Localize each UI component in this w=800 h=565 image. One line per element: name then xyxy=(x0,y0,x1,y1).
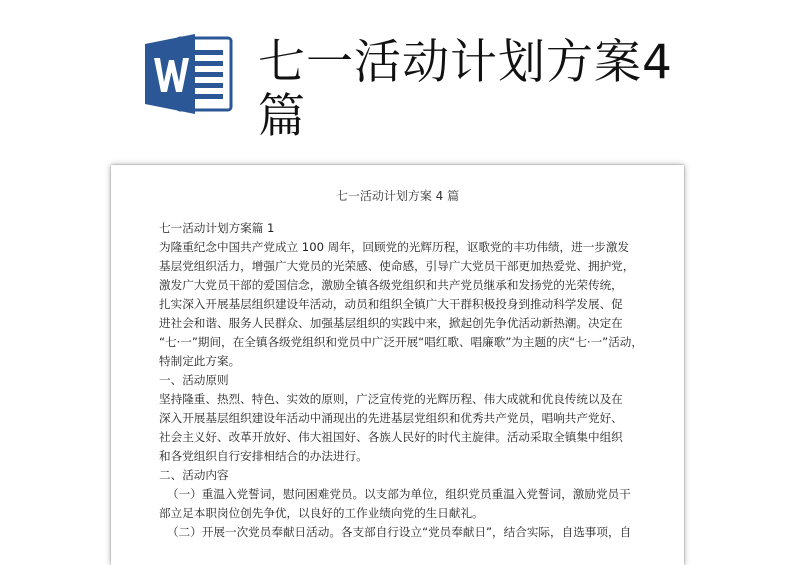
text-line: 社会主义好、改革开放好、伟大祖国好、各族人民好的时代主旋律。活动采取全镇集中组织 xyxy=(159,430,623,444)
text-line: 和各党组织自行安排相结合的办法进行。 xyxy=(159,449,368,463)
text-line: 进社会和谐、服务人民群众、加强基层组织的实践中来，掀起创先争优活动新热潮。决定在 xyxy=(159,316,623,330)
document-body xyxy=(159,219,641,542)
text-line: 基层党组织活力，增强广大党员的光荣感、使命感，引导广大党员干部更加热爱党、拥护党， xyxy=(159,259,635,273)
text-line: 深入开展基层组织建设年活动中涌现出的先进基层党组织和优秀共产党员，唱响共产党好、 xyxy=(159,411,623,425)
text-line: 为隆重纪念中国共产党成立 100 周年，回顾党的光辉历程，讴歌党的丰功伟绩，进一步激发 xyxy=(159,240,630,254)
section-heading: 一、活动原则 xyxy=(159,373,229,387)
text-line: 激发广大党员干部的爱国信念，激励全镇各级党组织和共产党员继承和发扬党的光荣传统， xyxy=(159,278,623,292)
text-line: 部立足本职岗位创先争优，以良好的工作业绩向党的生日献礼。 xyxy=(159,506,484,520)
text-line: 扎实深入开展基层组织建设年活动，动员和组织全镇广大干群积极投身到推动科学发展、促 xyxy=(159,297,623,311)
header xyxy=(0,0,800,160)
document-page xyxy=(111,165,684,565)
text-line: 特制定此方案。 xyxy=(159,354,241,368)
text-line: 坚持隆重、热烈、特色、实效的原则，广泛宣传党的光辉历程、伟大成就和优良传统以及在 xyxy=(159,392,623,406)
page-title: 七一活动计划方案 4 篇 xyxy=(335,189,460,203)
document-title: 七一活动计划方案4篇 xyxy=(258,35,673,144)
text-line: （一）重温入党誓词，慰问困难党员。以支部为单位，组织党员重温入党誓词，激励党员干 xyxy=(167,487,631,501)
word-document-icon xyxy=(143,30,235,118)
section-heading: 七一活动计划方案篇 1 xyxy=(159,221,275,235)
section-heading: 二、活动内容 xyxy=(159,468,229,482)
text-line: “七·一”期间，在全镇各级党组织和党员中广泛开展“唱红歌、唱廉歌”为主题的庆“七·一”活动， xyxy=(159,335,643,349)
text-line: （二）开展一次党员奉献日活动。各支部自行设立“党员奉献日”，结合实际，自选事项，自 xyxy=(167,525,632,539)
